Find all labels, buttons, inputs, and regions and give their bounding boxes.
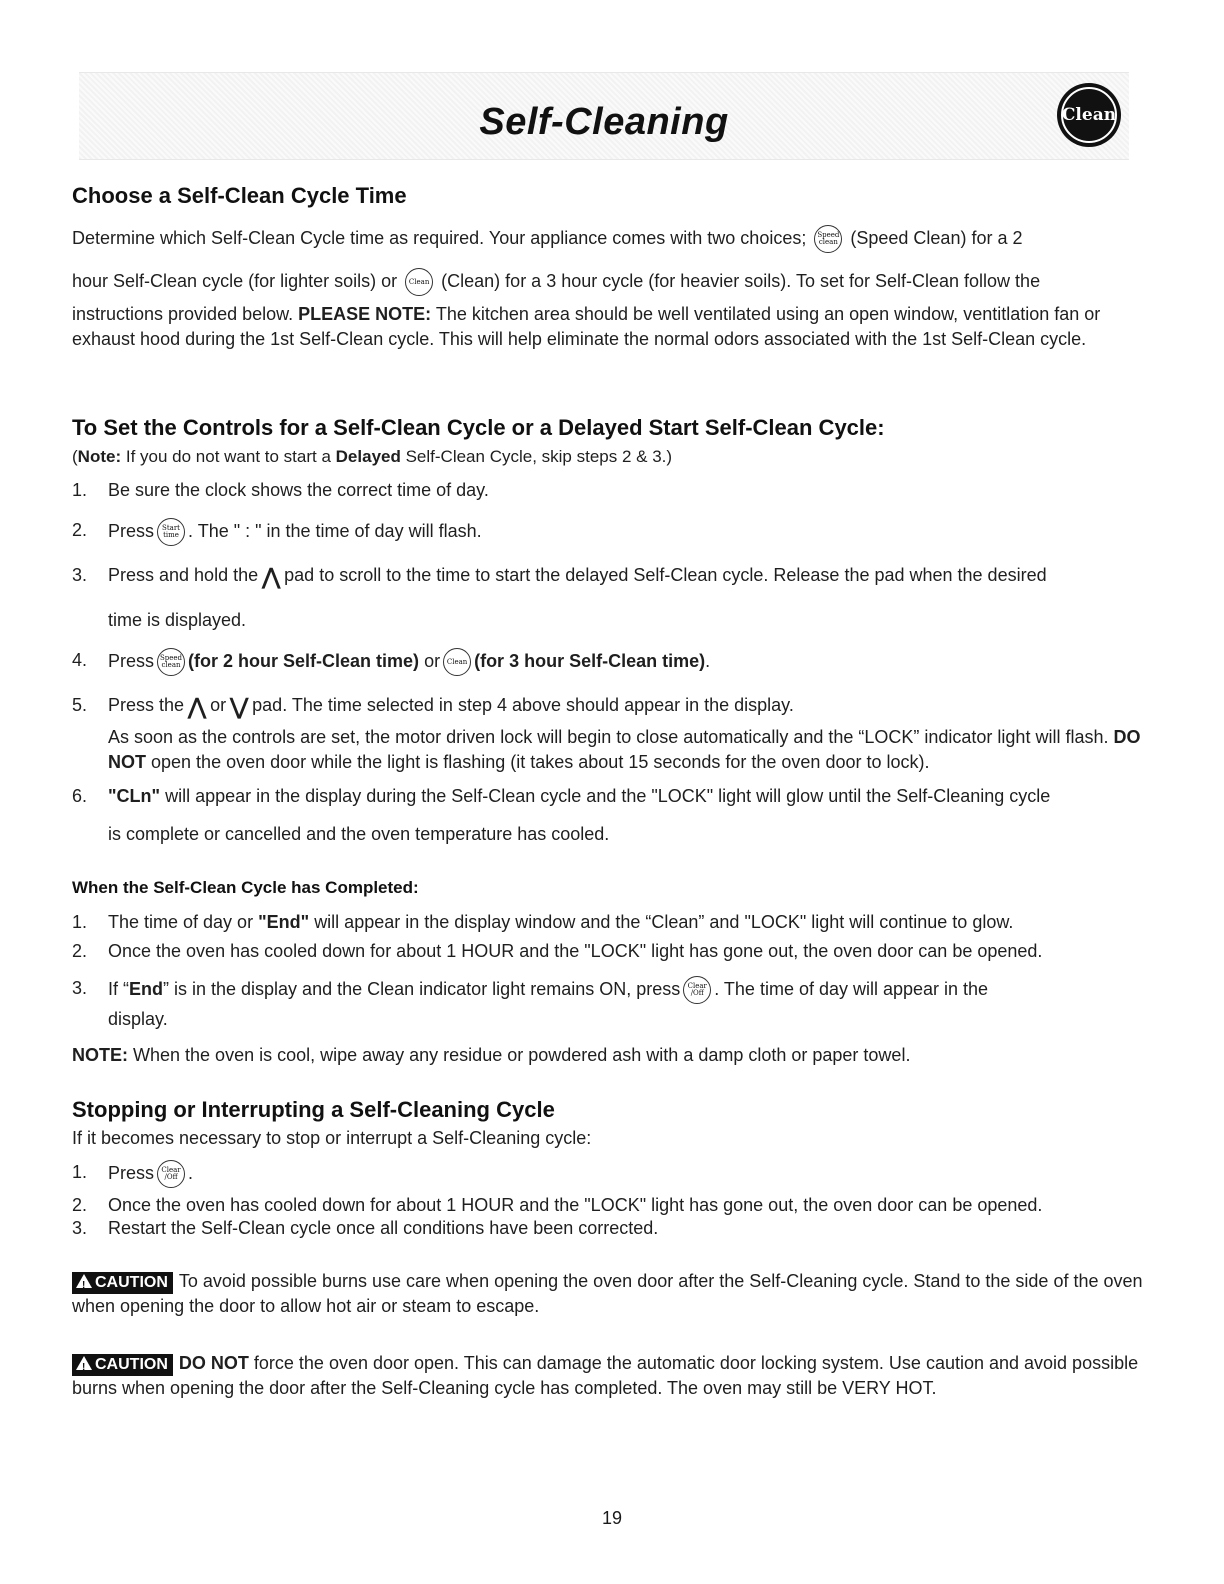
step-text: Once the oven has cooled down for about 1 HOUR and the "LOCK" light has gone out, the oven door can be opened. (108, 1195, 1043, 1215)
warning-triangle-icon (76, 1274, 92, 1288)
caution-text: To avoid possible burns use care when opening the oven door after the Self-Cleaning cycle. Stand to the side of the oven when opening the door to allow hot air or steam to escape. (72, 1271, 1143, 1316)
section-heading-cycle-time: Choose a Self-Clean Cycle Time (72, 183, 407, 208)
step-text (108, 910, 1152, 935)
text: Press (108, 1162, 155, 1183)
caution-badge (72, 1272, 173, 1294)
text: or (424, 650, 441, 671)
step-text (108, 648, 1152, 676)
step-number: 6. (72, 786, 88, 806)
text: . The " : " in the time of day will flash. (188, 520, 482, 541)
step-text: Be sure the clock shows the correct time of day. (108, 480, 489, 500)
text: The time of day or (108, 912, 254, 932)
text: (for 3 hour Self-Clean time) (474, 650, 706, 671)
text: . (705, 650, 711, 671)
step-number: 3. (72, 565, 88, 585)
step-number: 1. (72, 912, 88, 932)
warning-triangle-icon (76, 1356, 92, 1370)
header-banner (79, 72, 1129, 160)
text: . The time of day will appear in the (714, 978, 989, 999)
step-text (108, 976, 1152, 1032)
text: time is displayed. (108, 609, 247, 630)
caution-badge (72, 1354, 173, 1376)
text: . (188, 1162, 194, 1183)
text: (for 2 hour Self-Clean time) (188, 650, 420, 671)
section-heading-set-controls: To Set the Controls for a Self-Clean Cycle or a Delayed Start Self-Clean Cycle: (72, 415, 885, 440)
section-heading-stopping: Stopping or Interrupting a Self-Cleaning Cycle (72, 1097, 555, 1122)
step-number: 1. (72, 480, 88, 500)
step-text (108, 693, 1152, 775)
paragraph (72, 302, 1152, 352)
text: (Speed Clean) for a 2 (850, 227, 1023, 248)
clean-badge-icon (1057, 83, 1121, 147)
step-number: 1. (72, 1162, 88, 1182)
note (72, 444, 1152, 469)
step-number: 4. (72, 650, 88, 670)
clear-off-key-icon: Clear /Off (683, 976, 711, 1004)
note (72, 1043, 1152, 1068)
step-number: 2. (72, 941, 88, 961)
clean-key-icon: Clean (405, 268, 433, 296)
do-not-label: DO NOT (108, 726, 1141, 772)
step-number: 3. (72, 978, 88, 998)
text: If you do not want to start a (125, 447, 331, 466)
step-text: Once the oven has cooled down for about 1 HOUR and the "LOCK" light has gone out, the oven door can be opened. (108, 941, 1043, 961)
cln-label: "CLn" (108, 786, 161, 806)
text: is complete or cancelled and the oven temperature has cooled. (108, 824, 610, 844)
step-text (108, 518, 1152, 546)
paragraph-line (72, 268, 1152, 296)
text: hour Self-Clean cycle (for lighter soils) or (72, 270, 398, 291)
speed-clean-key-icon: Speed clean (814, 225, 842, 253)
text (108, 725, 1152, 775)
delayed-label: Delayed (335, 447, 401, 466)
text: When the oven is cool, wipe away any residue or powdered ash with a damp cloth or paper towel. (133, 1045, 911, 1065)
text: will appear in the display during the Self-Clean cycle and the "LOCK" light will glow until the Self-Cleaning cycle (165, 786, 1051, 806)
intro: If it becomes necessary to stop or interrupt a Self-Cleaning cycle: (72, 1128, 592, 1148)
end-label: "End" (258, 912, 310, 932)
text: Determine which Self-Clean Cycle time as required. Your appliance comes with two choices; (72, 227, 807, 248)
clean-badge-label: Clean (1061, 87, 1117, 143)
text: Press and hold the (108, 565, 259, 585)
page-title: Self-Cleaning (479, 101, 729, 143)
step-text (108, 1160, 1152, 1188)
caution-text: force the oven door open. This can damage the automatic door locking system. Use caution and avoid possible burns when opening the door after the Self-Cleaning cycle has completed. The oven may still be VERY HOT. (72, 1353, 1139, 1398)
text: As soon as the controls are set, the motor driven lock will begin to close automatically and the “LOCK” indicator light will flash. (108, 726, 1109, 747)
text: will appear in the display window and the “Clean” and "LOCK" light will continue to glow. (314, 912, 1014, 932)
text: If “ (108, 978, 129, 999)
step-number: 5. (72, 695, 88, 715)
text: instructions provided below. (72, 304, 294, 324)
text: (Clean) for a 3 hour cycle (for heavier soils). To set for Self-Clean follow the (441, 270, 1041, 291)
caution-label: CAUTION (95, 1356, 168, 1373)
note-label: NOTE: (72, 1045, 128, 1065)
text: Press the (108, 695, 185, 715)
section-heading-completed: When the Self-Clean Cycle has Completed: (72, 878, 419, 897)
text: The kitchen area should be well ventilated using an open window, ventitlation fan or exhaust hood during the 1st Self-Clean cycle. This will help eliminate the normal odors associated with the 1st Self-Clean cycle. (72, 304, 1101, 349)
speed-clean-key-icon: Speed clean (157, 648, 185, 676)
caution-block (72, 1351, 1152, 1401)
up-arrow-icon: ⋀ (188, 693, 207, 719)
text: Press (108, 650, 155, 671)
down-arrow-icon: ⋁ (230, 693, 249, 719)
please-note-label: PLEASE NOTE: (298, 304, 432, 324)
text: pad. The time selected in step 4 above should appear in the display. (252, 695, 794, 715)
text: ( (72, 447, 78, 466)
text: or (210, 695, 227, 715)
caution-block (72, 1269, 1152, 1319)
step-number: 2. (72, 1195, 88, 1215)
do-not-label: DO NOT (178, 1353, 249, 1373)
text: ” is in the display and the Clean indicator light remains ON, press (163, 978, 681, 999)
note-label: Note: (77, 447, 122, 466)
text: open the oven door while the light is flashing (it takes about 15 seconds for the oven door to lock). (151, 751, 930, 772)
page-number: 19 (601, 1508, 623, 1528)
end-label: End (129, 978, 163, 999)
up-arrow-icon: ⋀ (262, 563, 281, 589)
step-number: 2. (72, 520, 88, 540)
step-text (108, 784, 1152, 847)
text: display. (108, 1009, 168, 1029)
caution-label: CAUTION (95, 1274, 168, 1291)
text: Self-Clean Cycle, skip steps 2 & 3.) (405, 447, 673, 466)
clean-key-icon: Clean (443, 648, 471, 676)
start-time-key-icon: Start time (157, 518, 185, 546)
paragraph-line (72, 225, 1152, 253)
text: pad to scroll to the time to start the delayed Self-Clean cycle. Release the pad when the desired (284, 565, 1047, 585)
step-text: Restart the Self-Clean cycle once all conditions have been corrected. (108, 1218, 659, 1238)
clear-off-key-icon: Clear /Off (157, 1160, 185, 1188)
step-number: 3. (72, 1218, 88, 1238)
text: Press (108, 520, 155, 541)
step-text (108, 563, 1152, 633)
